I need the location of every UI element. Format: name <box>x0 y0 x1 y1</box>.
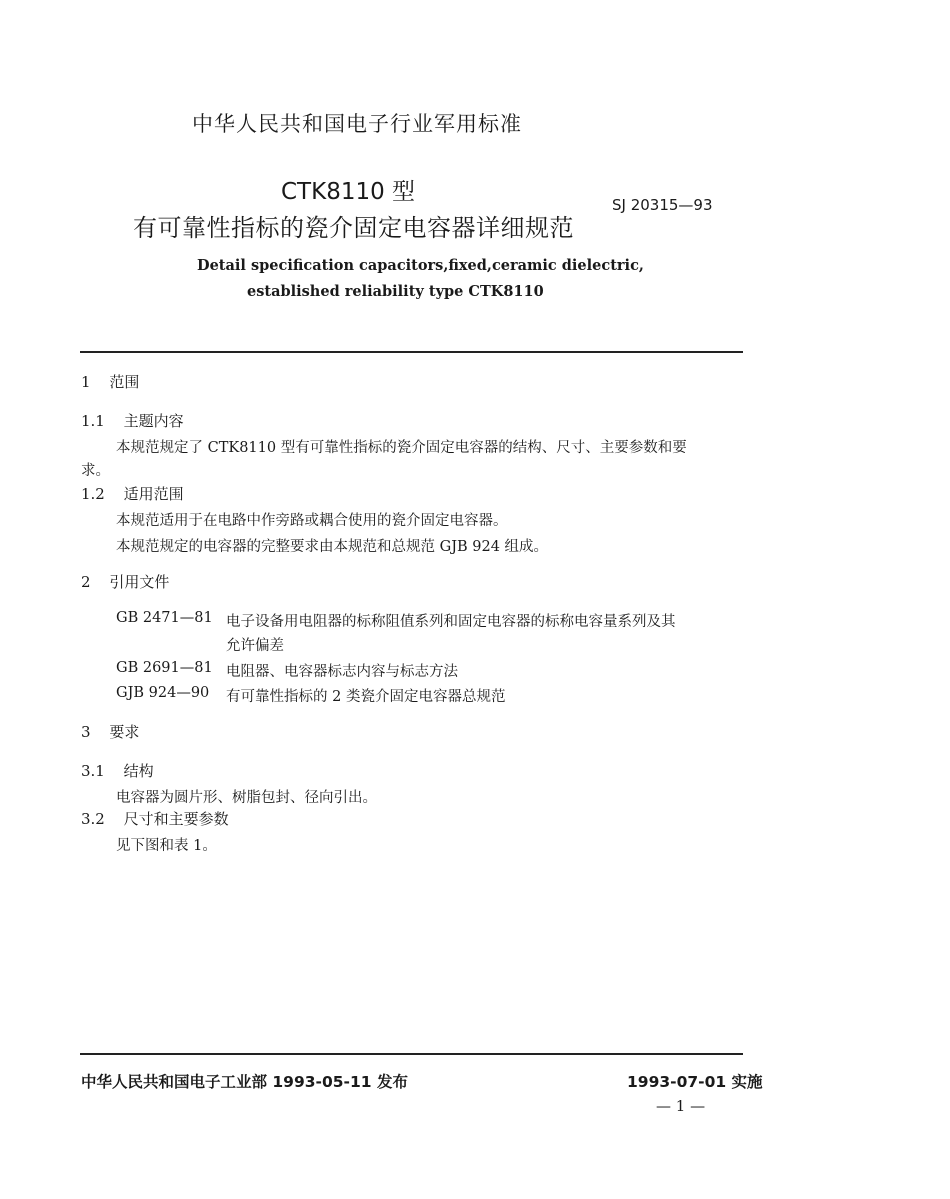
section-3-heading <box>81 721 139 742</box>
reference-code: GB 2691—81 <box>116 660 213 676</box>
english-title-line-1: Detail specification capacitors,fixed,ceramic dielectric, <box>197 257 644 274</box>
section-number: 1 <box>81 373 91 391</box>
section-title: 引用文件 <box>109 573 170 591</box>
section-3-1-heading <box>81 760 154 781</box>
english-title-line-2: established reliability type CTK8110 <box>247 283 544 300</box>
section-1-2-heading <box>81 483 184 504</box>
section-title: 范围 <box>109 373 140 391</box>
reference-code: GJB 924—90 <box>116 685 210 701</box>
section-number: 2 <box>81 573 91 591</box>
section-2-heading <box>81 571 169 592</box>
title-line-2: 有可靠性指标的瓷介固定电容器详细规范 <box>133 214 574 242</box>
section-1-2-text-b: 本规范规定的电容器的完整要求由本规范和总规范 GJB 924 组成。 <box>116 539 549 555</box>
section-number: 3.2 <box>81 810 105 828</box>
page-number: — 1 — <box>656 1097 706 1115</box>
header-divider <box>80 351 743 353</box>
section-3-2-text: 见下图和表 1。 <box>116 838 217 854</box>
agency-line: 中华人民共和国电子行业军用标准 <box>192 112 522 136</box>
title-line-1: CTK8110 型 <box>281 179 416 205</box>
reference-title: 电子设备用电阻器的标称阻值系列和固定电容器的标称电容量系列及其 <box>226 614 676 630</box>
section-number: 3 <box>81 723 91 741</box>
section-title: 要求 <box>109 723 140 741</box>
section-3-1-text: 电容器为圆片形、树脂包封、径向引出。 <box>116 790 377 806</box>
section-title: 适用范围 <box>123 485 184 503</box>
section-number: 3.1 <box>81 762 105 780</box>
section-title: 主题内容 <box>123 412 184 430</box>
issue-statement: 中华人民共和国电子工业部 1993-05-11 发布 <box>81 1073 408 1091</box>
section-1-1-text: 本规范规定了 CTK8110 型有可靠性指标的瓷介固定电容器的结构、尺寸、主要参数和要 <box>116 440 687 456</box>
reference-title-cont: 允许偏差 <box>226 638 284 654</box>
section-1-2-text-a: 本规范适用于在电路中作旁路或耦合使用的瓷介固定电容器。 <box>116 513 508 529</box>
section-title: 结构 <box>123 762 154 780</box>
section-1-1-text-cont: 求。 <box>81 463 110 479</box>
section-1-1-heading <box>81 410 184 431</box>
reference-title: 有可靠性指标的 2 类瓷介固定电容器总规范 <box>226 689 506 705</box>
section-title: 尺寸和主要参数 <box>123 810 229 828</box>
section-3-2-heading <box>81 808 229 829</box>
section-number: 1.1 <box>81 412 105 430</box>
std-number: SJ 20315—93 <box>612 196 713 214</box>
effective-date: 1993-07-01 实施 <box>627 1073 763 1091</box>
reference-title: 电阻器、电容器标志内容与标志方法 <box>226 664 458 680</box>
section-number: 1.2 <box>81 485 105 503</box>
footer-divider <box>80 1053 743 1055</box>
section-1-heading <box>81 371 139 392</box>
reference-code: GB 2471—81 <box>116 610 213 626</box>
